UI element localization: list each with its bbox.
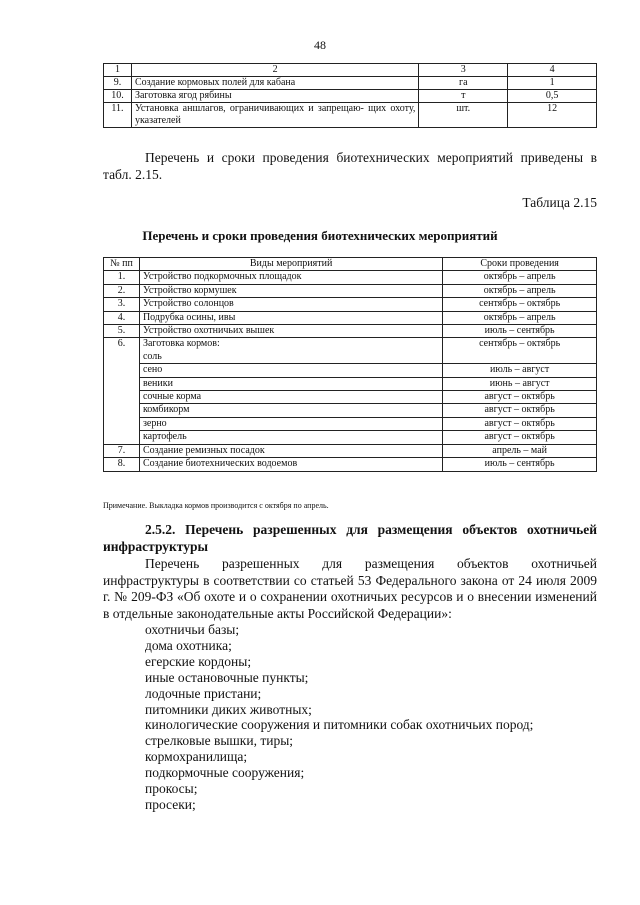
subrow-period: август – октябрь — [443, 391, 597, 404]
row-period: октябрь – апрель — [443, 271, 597, 284]
row-period: октябрь – апрель — [443, 311, 597, 324]
row-unit: т — [419, 90, 508, 103]
header-period: Сроки проведения — [443, 258, 597, 271]
page-number: 48 — [314, 38, 326, 52]
subrow-activity: сочные корма — [139, 391, 442, 404]
row-name: Создание кормовых полей для кабана — [131, 77, 418, 90]
row-period: сентябрь – октябрь — [443, 298, 597, 311]
row-activity: Устройство охотничьих вышек — [139, 325, 442, 338]
row-number: 8. — [104, 458, 140, 471]
section-heading: 2.5.2. Перечень разрешенных для размещения объектов охотничьей инфраструктуры — [103, 522, 597, 554]
biotech-activities-table — [103, 257, 597, 472]
row-activity: Заготовка кормов: — [139, 338, 442, 351]
table-subrow — [104, 417, 597, 430]
row-period: сентябрь – октябрь — [443, 338, 597, 351]
subrow-activity: зерно — [139, 417, 442, 430]
list-item: лодочные пристани; — [145, 685, 262, 701]
row-number: 3. — [104, 298, 140, 311]
subrow-activity: соль — [139, 351, 442, 364]
row-value: 0,5 — [508, 90, 597, 103]
list-item: егерские кордоны; — [145, 653, 252, 669]
table-top-header-cell: 3 — [419, 64, 508, 77]
table-top-header-cell: 1 — [104, 64, 132, 77]
row-name: Установка аншлагов, ограничивающих и запрещаю- щих охоту, указателей — [131, 103, 418, 128]
table-top-header-row — [104, 64, 597, 77]
table-top-continuation — [103, 63, 597, 128]
subrow-period: август – октябрь — [443, 417, 597, 430]
row-number: 10. — [104, 90, 132, 103]
subrow-period: июнь – август — [443, 377, 597, 390]
row-activity: Устройство солонцов — [139, 298, 442, 311]
table-header-row — [104, 258, 597, 271]
list-item: подкормочные сооружения; — [145, 765, 305, 781]
table-subrow — [104, 364, 597, 377]
row-value: 1 — [508, 77, 597, 90]
table-row — [104, 103, 597, 128]
subrow-period: июль – август — [443, 364, 597, 377]
table-row — [104, 90, 597, 103]
intro-paragraph: Перечень и сроки проведения биотехнических мероприятий приведены в табл. 2.15. — [103, 150, 597, 182]
row-activity: Устройство кормушек — [139, 284, 442, 297]
table-row — [104, 458, 597, 471]
list-item: стрелковые вышки, тиры; — [145, 733, 294, 749]
row-activity: Подрубка осины, ивы — [139, 311, 442, 324]
table-row — [104, 284, 597, 297]
subrow-period: август – октябрь — [443, 431, 597, 444]
row-number: 4. — [104, 311, 140, 324]
subrow-period — [443, 351, 597, 364]
row-number: 2. — [104, 284, 140, 297]
header-number: № пп — [104, 258, 140, 271]
row-period: апрель – май — [443, 444, 597, 457]
subrow-activity: сено — [139, 364, 442, 377]
section-paragraph: Перечень разрешенных для размещения объектов охотничьей инфраструктуры в соответствии со статьей 53 Федерального закона от 24 июля 2009 г. № 209-ФЗ «Об охоте и о сохранении охотничьих ресурсов и о внесении изменений в отдельные законодательные акты Российской Федерации»: — [103, 556, 597, 621]
row-activity: Устройство подкормочных площадок — [139, 271, 442, 284]
table-title: Перечень и сроки проведения биотехнических мероприятий — [142, 228, 498, 243]
row-period: июль – сентябрь — [443, 458, 597, 471]
row-value: 12 — [508, 103, 597, 128]
subrow-activity: картофель — [139, 431, 442, 444]
row-number: 9. — [104, 77, 132, 90]
table-subrow — [104, 404, 597, 417]
table-row — [104, 77, 597, 90]
header-activity: Виды мероприятий — [139, 258, 442, 271]
list-item: охотничьи базы; — [145, 622, 240, 637]
table-row — [104, 444, 597, 457]
table-note: Примечание. Выкладка кормов производится с октября по апрель. — [103, 501, 329, 510]
subrow-activity: комбикорм — [139, 404, 442, 417]
table-row — [104, 338, 597, 351]
subrow-activity: веники — [139, 377, 442, 390]
row-number: 11. — [104, 103, 132, 128]
list-item: просеки; — [145, 796, 196, 812]
row-activity: Создание ремизных посадок — [139, 444, 442, 457]
facility-list — [145, 622, 595, 813]
table-row — [104, 325, 597, 338]
row-number: 5. — [104, 325, 140, 338]
row-period: июль – сентябрь — [443, 325, 597, 338]
table-row — [104, 298, 597, 311]
list-item: кинологические сооружения и питомники собак охотничьих пород; — [145, 717, 534, 733]
list-item: дома охотника; — [145, 637, 232, 653]
list-item: прокосы; — [145, 781, 198, 797]
row-unit: га — [419, 77, 508, 90]
table-label: Таблица 2.15 — [522, 195, 597, 210]
row-name: Заготовка ягод рябины — [131, 90, 418, 103]
list-item: иные остановочные пункты; — [145, 669, 309, 685]
list-item: кормохранилища; — [145, 749, 248, 765]
table-subrow — [104, 431, 597, 444]
row-number: 7. — [104, 444, 140, 457]
subrow-period: август – октябрь — [443, 404, 597, 417]
row-period: октябрь – апрель — [443, 284, 597, 297]
table-subrow — [104, 391, 597, 404]
list-item: питомники диких животных; — [145, 701, 312, 717]
table-row — [104, 271, 597, 284]
row-number: 1. — [104, 271, 140, 284]
row-number: 6. — [104, 338, 140, 444]
table-row — [104, 311, 597, 324]
table-subrow — [104, 351, 597, 364]
table-top-header-cell: 2 — [131, 64, 418, 77]
table-top-header-cell: 4 — [508, 64, 597, 77]
row-activity: Создание биотехнических водоемов — [139, 458, 442, 471]
row-unit: шт. — [419, 103, 508, 128]
table-subrow — [104, 377, 597, 390]
